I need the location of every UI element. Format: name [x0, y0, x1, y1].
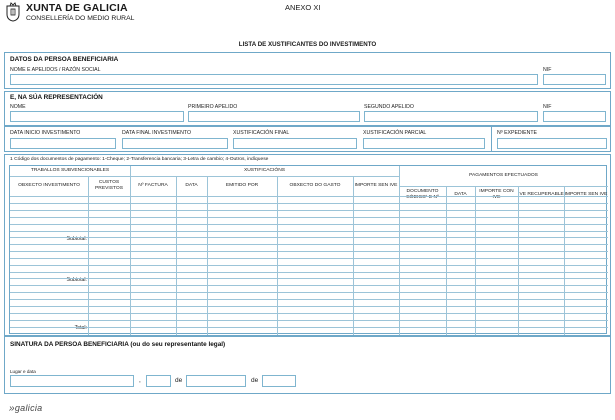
rep-segundo-apelido-field[interactable] — [364, 111, 538, 122]
final-justification-label: XUSTIFICACIÓN FINAL — [233, 130, 290, 136]
total-label: Total: — [74, 325, 87, 331]
table-column-line — [564, 186, 565, 335]
footer-brand-text: galicia — [14, 403, 43, 413]
expediente-label: Nº EXPEDIENTE — [497, 130, 537, 136]
group-header-traballos: TRABALLOS SUBVENCIONABLES — [30, 168, 110, 174]
representative-section-title: E, NA SÚA REPRESENTACIÓN — [10, 94, 103, 101]
rep-primeiro-apelido-field[interactable] — [188, 111, 360, 122]
col-header-emitido-por: EMITIDO POR — [225, 183, 259, 189]
signature-section-title: SINATURA DA PERSOA BENEFICIARIA (ou do seu representante legal) — [10, 341, 226, 348]
galicia-coat-of-arms-icon — [6, 2, 20, 22]
partial-justification-label: XUSTIFICACIÓN PARCIAL — [363, 130, 427, 136]
comma-separator: , — [139, 377, 141, 384]
annex-label: ANEXO XI — [285, 3, 321, 12]
beneficiary-name-field[interactable] — [10, 74, 538, 85]
group-header-xustificacions: XUSTIFICACIÓNS — [243, 168, 286, 174]
dept-name: CONSELLERÍA DO MEDIO RURAL — [26, 15, 135, 22]
table-column-line — [277, 176, 278, 335]
footer-brand — [9, 398, 43, 412]
table-column-line — [88, 176, 89, 335]
table-column-line — [130, 166, 131, 335]
dates-section — [4, 126, 611, 152]
group-header-pagamentos: PAGAMENTOS EFECTUADOS — [469, 173, 538, 179]
table-column-line — [353, 176, 354, 335]
date-start-field[interactable] — [10, 138, 116, 149]
galicia-wordmark-icon: »galicia — [9, 403, 43, 414]
year-field[interactable] — [262, 375, 296, 387]
de-separator-2: de — [251, 377, 259, 384]
subtotal-label-1: Subtotal: — [66, 236, 87, 242]
document-title: LISTA DE XUSTIFICANTES DO INVESTIMENTO — [238, 41, 377, 48]
day-field[interactable] — [146, 375, 171, 387]
col-header-obxecto-investimento: OBXECTO INVESTIMENTO — [18, 183, 80, 189]
de-separator-1: de — [175, 377, 183, 384]
header — [0, 0, 615, 36]
table-column-line — [475, 186, 476, 335]
col-header-pagamento-data: DATA — [454, 191, 467, 197]
place-field[interactable] — [10, 375, 134, 387]
date-start-label: DATA INICIO INVESTIMENTO — [10, 130, 81, 136]
subtotal-label-2: Subtotal: — [66, 277, 87, 283]
partial-justification-field[interactable] — [363, 138, 485, 149]
expediente-field[interactable] — [497, 138, 607, 149]
rep-nif-field[interactable] — [543, 111, 606, 122]
beneficiary-section — [4, 52, 611, 89]
expediente-divider — [491, 127, 492, 151]
table-group-header-line — [10, 176, 399, 177]
rep-nif-label: NIF — [543, 104, 552, 110]
col-header-importe-sen-ive: IMPORTE SEN IVE — [354, 183, 398, 189]
date-end-label: DATA FINAL INVESTIMENTO — [122, 130, 191, 136]
rep-segundo-apelido-label: SEGUNDO APELIDO — [364, 104, 414, 110]
representative-section — [4, 91, 611, 126]
final-justification-field[interactable] — [233, 138, 357, 149]
beneficiary-section-title: DATOS DA PERSOA BENEFICIARIA — [10, 56, 119, 63]
signature-section — [4, 336, 611, 394]
payment-code-footnote: 1 Código dos documentos de pagamento: 1-Cheque; 2-Transferencia bancaria; 3-Letra de cambio; 4-Outros, indíquese — [10, 157, 269, 162]
rep-nome-label: NOME — [10, 104, 26, 110]
beneficiary-nif-field[interactable] — [543, 74, 606, 85]
col-header-n-factura: Nº FACTURA — [138, 183, 168, 189]
beneficiary-name-label: NOME E APELIDOS / RAZÓN SOCIAL — [10, 67, 101, 73]
table-group-header-line — [399, 186, 608, 187]
col-header-data: DATA — [185, 183, 198, 189]
table-column-line — [207, 176, 208, 335]
col-header-ive-recuperable: IVE RECUPERABLE — [518, 191, 564, 197]
rep-nome-field[interactable] — [10, 111, 184, 122]
beneficiary-nif-label: NIF — [543, 67, 552, 73]
rep-primeiro-apelido-label: PRIMEIRO APELIDO — [188, 104, 238, 110]
place-date-label: Lugar e data — [10, 369, 36, 374]
col-header-pagamento-importe-sen-ive: IMPORTE SEN IVE — [564, 191, 608, 197]
date-end-field[interactable] — [122, 138, 228, 149]
col-header-custos-previstos: CUSTOS PREVISTOS — [95, 180, 123, 191]
table-column-line — [446, 186, 447, 335]
month-field[interactable] — [186, 375, 246, 387]
org-name: XUNTA DE GALICIA — [26, 2, 128, 14]
col-header-obxecto-gasto: OBXECTO DO GASTO — [289, 183, 341, 189]
table-column-line — [176, 176, 177, 335]
justification-table — [9, 165, 607, 334]
col-header-importe-con-ive: IMPORTE CON IVE — [479, 188, 514, 200]
table-column-line — [518, 186, 519, 335]
col-header-documento-codigo: DOCUMENTO CÓDIGO¹ E Nº — [406, 188, 439, 200]
table-column-line — [399, 166, 400, 335]
